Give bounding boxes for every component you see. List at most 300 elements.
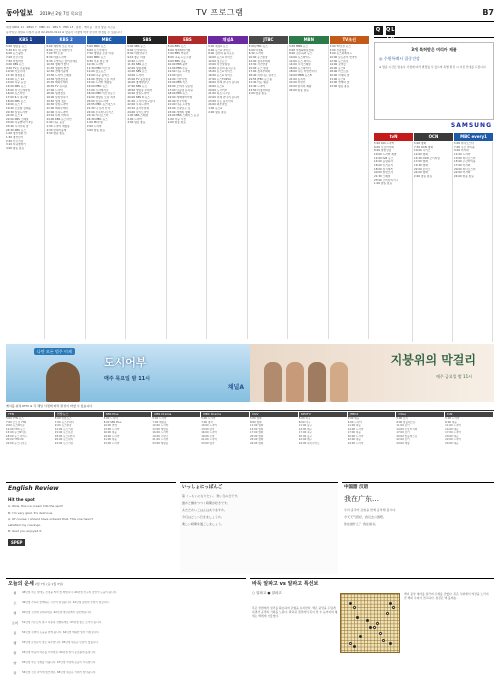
cable-channel-header: CGV [250, 412, 298, 417]
program-entry: 13:00 재방송 [152, 427, 169, 431]
program-entry: 11:30 MBC 이브닝 [86, 66, 111, 70]
program-entry: 5:00 영화 [249, 417, 262, 420]
banner-left-schedule: 매주 목요일 밤 11시 [104, 376, 150, 382]
program-entry: 18:00 미스트롯 [329, 70, 349, 74]
program-entry: 8:00 알쓸신잡 [374, 149, 392, 153]
zodiac-sign: 말 [13, 650, 17, 655]
english-review-title: English Review [8, 485, 59, 492]
program-entry: 8:00 뉴스퍼레이드 [329, 52, 352, 56]
program-entry: 17:00 축구 [298, 431, 313, 434]
program-entry: 11:30 SBS 뉴스 [127, 63, 148, 67]
program-entry: 6:00 신통방통 [329, 48, 347, 52]
program-entry: 18:00 생방송 투데이 [127, 88, 153, 92]
fortune-entry: 56년생 건강 관리에 힘쓰세요. 68년생 새로운 기회가 찾아옵니다. [22, 670, 97, 674]
cable-channel-header: KBS Drama [152, 412, 200, 417]
daily-fortune [6, 578, 246, 685]
program-entry: 2:20 인간극장 [6, 139, 24, 143]
program-entry: 5:00 채널A 뉴스 [208, 45, 229, 48]
issue-date: 2019년 2월 7일 목요일 [40, 11, 83, 16]
program-entry: 5:00 축구 [298, 417, 311, 420]
program-entry: 9:40 TV쇼 진품명품 [6, 66, 31, 70]
program-entry: 5:30 6시 내 고향 [6, 48, 27, 52]
samsung-logo: SAMSUNG [450, 122, 492, 129]
program-entry: 1:00 뉴스A [208, 106, 223, 110]
program-entry: 8:00 야구 [298, 420, 311, 424]
fortune-entry: 54년생 마음의 여유를 가지세요. 66년생 일이 순조롭게 풀립니다. [22, 650, 97, 654]
program-entry: 6:00 세계테마기행 [167, 48, 191, 52]
qled-header [374, 26, 494, 42]
cable-channel-header: 연합뉴스 [55, 412, 103, 417]
channel-header: KBS 2 [46, 36, 85, 44]
program-entry: 16:00 예능 [103, 431, 117, 434]
program-entry: 21:00 드라마 [152, 438, 169, 441]
cable-channel-column [396, 412, 444, 478]
fortune-entry: 50년생 건강에 유의하세요. 62년생 대인관계가 원만해집니다. [22, 610, 93, 614]
english-expression: Hit the spot [8, 497, 35, 503]
program-entry: 20:30 일일드라마 [46, 103, 69, 107]
program-entry: 8:00 드라마 [347, 420, 362, 424]
cable-channel-header: tvN [445, 412, 493, 417]
program-entry: 17:00 SBS 뉴스 [127, 85, 148, 89]
program-entry: 5:00 드라마 [152, 417, 167, 420]
program-entry: 20:00 알함브라 [374, 171, 393, 175]
program-entry: 1:30 명견만리 [6, 136, 24, 140]
program-entry: 19:00 일일연속극 [46, 95, 69, 99]
cable-listing-header: 케이블·위성·IPTV ※ 각 채널 사정에 따라 편성이 바뀔 수 있습니다 [6, 404, 494, 411]
program-entry: 11:30 생활의 발견 [46, 66, 69, 70]
program-entry: 21:00 동치미 [289, 77, 306, 81]
japanese-line: 楽しい時間を過ごしましょう。 [182, 522, 225, 527]
channel-columns [6, 45, 370, 339]
fortune-text-column [22, 591, 244, 681]
program-entry: 21:00 다큐 프라임 [167, 103, 191, 107]
program-entry: 8:00 교육 프로그램 [167, 55, 192, 59]
program-entry: 18:40 차이나는 클라스 [248, 74, 277, 78]
cable-channel-header: SPOTV [299, 412, 347, 417]
program-entry: 21:00 해피투게더 [46, 106, 69, 110]
baduk-title: 바둑 알파고 vs 알파고 특선보 [252, 581, 319, 587]
program-entry: 23:00 코미디빅리그 [374, 178, 399, 182]
program-entry: 23:10 나의 아저씨 [46, 114, 69, 118]
channel-column [454, 142, 493, 342]
cable-channel-column [250, 412, 298, 478]
program-entry: 16:30 TV 유치원 [46, 85, 68, 89]
fortune-entry: 55년생 작은 성취를 이룹니다. 67년생 가정에 웃음이 가득합니다. [22, 660, 97, 664]
ad-text: ※ 방송 시간은 방송사 사정에 따라 변경될 수 있으며 특별 편성 시 사전 안내를 드립니다. [379, 64, 487, 69]
japanese-line: 第 く~もいになりたい。 寒い冬の日です。 [182, 494, 241, 499]
program-entry: 22:00 영화 [249, 438, 264, 441]
program-entry: 5:00 MBN 뉴스 [289, 45, 309, 48]
program-entry: 13:00 명의 [167, 74, 182, 78]
program-entry: 20:00 비디오스타 [454, 167, 476, 171]
program-entry: 22:00 수목미니시리즈 [86, 110, 114, 114]
program-entry: 23:00 엄지의 제왕 [289, 85, 312, 89]
program-entry: 24:00 방송 종료 [289, 88, 309, 92]
channel-header: TV조선 [330, 36, 369, 44]
go-stone [379, 632, 382, 635]
program-entry: 18:00 이제 만나러 갑니다 [208, 81, 240, 85]
program-entry: 5:00 생방송 뉴스 [6, 45, 27, 48]
program-entry: 16:00 MBC 뉴스 [86, 85, 108, 89]
program-entry: 19:50 생생 정보 [46, 99, 67, 103]
program-entry: 14:00 영화 [249, 427, 264, 431]
go-stone [386, 612, 389, 615]
channel-header: EBS [168, 36, 207, 44]
program-entry: 16:00 드라마 [201, 431, 218, 434]
dialogue-line: B: I'm very glad. It's delicious. [8, 510, 54, 515]
program-entry: 15:00 드라마 재방송 [86, 81, 112, 85]
program-entry: 17:00 드라마 [46, 88, 63, 92]
program-entry: 13:30 드라마 스페셜 [46, 74, 72, 78]
program-entry: 23:40 시사기획 창 [6, 125, 29, 129]
chinese-lesson [342, 482, 494, 574]
program-entry: 24:00 KBS 뉴스라인 [46, 117, 72, 121]
cable-channel-column [6, 412, 54, 478]
program-entry: 19:40 오늘밤 김제동 [6, 106, 32, 110]
program-entry: 20:00 예능 [445, 434, 459, 438]
spep-logo: SPEP [8, 539, 25, 546]
right-column [374, 26, 494, 340]
program-entry: 20:00 영화 [249, 434, 264, 438]
program-entry: 2:00 드라마 [127, 117, 142, 121]
fortune-date: 2월 7일 (음 1월 3일) [34, 582, 64, 586]
cable-channel-column [201, 412, 249, 478]
program-entry: 10:20 드라마 [127, 59, 144, 63]
program-entry: 1:00 방송 종료 [374, 182, 393, 186]
program-entry: 18:00 뉴스1번지 [54, 434, 75, 438]
program-entry: 21:00 뉴스9 [329, 77, 346, 81]
program-entry: 5:00 TV조선 뉴스 [329, 45, 352, 48]
channel-header: 채널A [208, 36, 247, 44]
cable-channel-column [348, 412, 396, 478]
program-entry: 6:00 수요미식회 [374, 145, 394, 149]
qled-badge-icon: Q [375, 27, 382, 33]
program-entry: 24:00 영화 [414, 171, 428, 175]
program-entry: 11:00 예능 [347, 424, 361, 427]
channel-header: OCN [414, 133, 453, 141]
cable-channel-column [104, 412, 152, 478]
channel-header: MBN [289, 36, 328, 44]
channel-header: JTBC [249, 36, 288, 44]
program-entry: 11:00 드라마 [454, 153, 471, 157]
program-entry: 20:00 한국기행 [167, 99, 187, 103]
program-entry: 5:00 세상의 모든 다큐 [46, 45, 74, 48]
program-entry: 8:00 밥블레스유 [396, 420, 416, 424]
banner-right-promo [250, 344, 494, 402]
program-entry: 8:30 드라마 [248, 52, 264, 56]
right-channel-header-row [374, 133, 494, 141]
program-entry: 19:00 주말 [201, 434, 215, 438]
baduk-players: ○ 알파고 ● 알파고 [252, 590, 282, 595]
program-entry: 13:00 드라마 [103, 427, 120, 431]
program-entry: 18:00 삼시세끼 [374, 167, 393, 171]
program-entry: 12:00 영화 [414, 153, 428, 157]
schedule-info-line: 채널 KBS1 11 · KBS2 7 · MBC 11 · SBS 5 · EBS 13 · 종편 · 케이블 · 위성 방송 시간표 [6, 26, 116, 29]
channel-column [87, 45, 126, 339]
program-entry: 14:00 시사스페셜 [289, 63, 311, 67]
program-entry: 8:00 영화 [249, 420, 262, 424]
zodiac-sign: 양 [13, 660, 17, 665]
dialogue-line: satisfied my cravings. [8, 522, 41, 527]
advertisement-box [374, 42, 494, 120]
program-entry: 12:00 다큐 프라임 [167, 70, 191, 74]
banner-left-brand: 채널A [227, 384, 244, 391]
program-entry: 22:00 뉴스나이트 [6, 441, 27, 445]
program-entry: 10:00 뉴스와이드 [289, 55, 311, 59]
program-entry: 10:00 뉴스현장 [248, 55, 268, 59]
program-entry: 2:00 방송 종료 [414, 174, 433, 178]
program-entry: 6:00 모닝와이드 [127, 48, 148, 52]
program-entry: 11:00 농구 [298, 424, 313, 427]
program-entry: 24:00 영화 [249, 441, 264, 445]
program-entry: 10:00 뉴스A 라이브 [208, 55, 233, 59]
program-entry: 13:00 SBS 뉴스 [127, 70, 148, 74]
zodiac-sign: 쥐 [13, 590, 17, 595]
program-entry: 24:00 방송 종료 [454, 174, 474, 178]
samsung-logo-wrap [374, 120, 494, 133]
program-entry: 7:50 생방송 오늘 아침 [86, 52, 114, 56]
channel-header: MBC every1 [454, 133, 493, 141]
program-entry: 20:00 농구 [298, 434, 313, 438]
banner-cast-figure [286, 362, 304, 402]
program-entry: 5:00 JTBC 뉴스 [248, 45, 268, 48]
fortune-body [8, 591, 244, 681]
baduk-column [250, 578, 494, 685]
program-entry: 17:00 뉴스TOP10 [208, 77, 231, 81]
program-entry: 6:00 아침& [248, 48, 263, 52]
program-entry: 8:00 김진의 돌직구쇼 [208, 52, 235, 56]
go-stone [349, 642, 352, 645]
program-entry: 14:00 KBS 뉴스 [6, 85, 26, 89]
program-entry: 6:00 뉴스광장 [6, 52, 24, 56]
program-entry: 18:00 뉴스 와이드 [6, 434, 28, 438]
program-entry: 15:00 전국노래자랑 [6, 88, 31, 92]
program-entry: 20:00 SBS 8 뉴스 [127, 95, 150, 99]
english-review [6, 482, 176, 574]
program-entry: 23:00 재방송 [152, 441, 169, 445]
program-entry: 12:00 뉴스 와이드 [289, 59, 312, 63]
program-entry: 7:00 주간 아이돌 [454, 145, 475, 149]
program-entry: 16:00 모여라 딩동댕 [167, 85, 193, 89]
program-entry: 9:00 뉴스현장 [54, 424, 72, 427]
program-entry: 20:00 도시어부 [208, 88, 228, 92]
program-entry: 13:00 다큐 공감 [6, 81, 26, 85]
program-entry: 21:00 그것이 알고싶다 [127, 99, 155, 103]
program-entry: 12:00 뉴스리뷰 [54, 427, 74, 431]
program-entry: 18:00 EBS 뉴스 [167, 92, 188, 96]
fortune-entry: 53년생 금전운이 좋은 하루입니다. 65년생 새로운 만남이 있습니다. [22, 640, 99, 644]
cable-channel-column [152, 412, 200, 478]
channel-column [168, 45, 207, 339]
go-stone [382, 639, 385, 642]
baduk-commentary: 흑은 상변에서 실리를 확보하며 균형을 유지한다. 백은 중앙을 두텁게 하면서 공격의 기회를 노린다. 좌하귀 접전에서 흑이 한 수 늦어지며 형세는 백에게 기울었다. [252, 606, 338, 618]
program-entry: 16:00 드라마 [152, 431, 169, 434]
zodiac-sign: 토끼 [12, 620, 18, 625]
program-entry: 17:00 정치부회의 [248, 70, 271, 74]
japanese-title: いっしょにっぽんご [182, 485, 223, 490]
program-entry: 3:30 방송 종료 [46, 132, 65, 136]
program-entry: 14:00 생방송 오늘 저녁 [86, 77, 116, 81]
program-entry: 17:00 시사매거진 [86, 88, 109, 92]
program-entry: 22:00 자연인 [289, 81, 306, 85]
cable-channel-column [299, 412, 347, 478]
program-entry: 15:00 주간아이돌 [454, 160, 476, 164]
program-entry: 12:30 연예가중계 [46, 70, 69, 74]
program-entry: 5:00 드라마 [103, 417, 118, 420]
program-entry: 6:00 뉴스A 라이브 [208, 48, 231, 52]
program-entry: 13:00 다큐 플렉스 [86, 74, 110, 78]
program-entry: 23:50 비정상회담 [248, 88, 271, 92]
program-entry: 5:00 MBC 뉴스 [86, 45, 106, 48]
program-entry: 5:00 EBS 뉴스 [167, 45, 186, 48]
program-entry: 10:00 드라마 재방 [374, 153, 397, 157]
program-entry: 22:00 이제 만나러 갑니다 [208, 95, 240, 99]
go-board [340, 593, 400, 653]
program-entry: 19:30 영화 [414, 163, 428, 167]
baduk-commentary-2: 백이 중앙 대마를 살리며 우세를 굳혔다. 흑은 우변에서 역전을 노리지만 백의 수비가 견고하다. 실전은 백 불계승. [404, 592, 489, 600]
program-entry: 24:30 KBS 뉴스 [6, 128, 26, 132]
program-entry: 24:00 예능 [445, 441, 459, 445]
cable-channel-header: MBC Drama [201, 412, 249, 417]
channel-header: MBC [87, 36, 126, 44]
program-entry: 7:00 TV 소설 [46, 52, 63, 56]
program-entry: 11:00 영화 [249, 424, 264, 427]
program-entry: 14:00 극한직업 [167, 77, 187, 81]
japanese-line: 誰かと鍋をつつく時間が好きです。 [182, 501, 230, 506]
go-stone [376, 622, 379, 625]
banner-right-schedule: 매주 금요일 밤 11시 [436, 374, 472, 379]
ad-logo: ◎ 수원특례시 집중건강 [379, 56, 420, 62]
channel-header: KBS 1 [6, 36, 45, 44]
japanese-line: あたたかいごはんはありますか。 [182, 508, 228, 513]
program-entry: 13:00 명작 [201, 427, 215, 431]
program-entry: 1:00 다큐 시선 [167, 117, 186, 121]
program-entry: 12:00 정치부회의 [248, 59, 271, 63]
banner-left-promo [6, 344, 250, 402]
program-entry: 24:00 EBS 스페이스 공감 [167, 114, 199, 118]
go-stone [369, 626, 372, 629]
program-entry: 15:00 뉴스 현장 [248, 66, 269, 70]
program-entry: 1:00 SBS 스페셜 [127, 114, 149, 118]
program-entry: 20:55 MBC 뉴스데스크 [86, 103, 116, 107]
program-entry: 11:00 드라마 [445, 424, 461, 427]
program-entry: 3:10 다큐멘터리 [6, 143, 26, 147]
program-entry: 10:00 드라마 [201, 424, 218, 427]
program-entry: 14:00 김진의 돌직구쇼 [208, 66, 236, 70]
program-entry: 7:00 뉴스투데이 [54, 420, 74, 424]
program-entry: 23:00 방송 종료 [329, 85, 350, 89]
program-entry: 15:00 뉴스A 라이브 [208, 70, 233, 74]
channel-column [330, 45, 369, 339]
channel-column [289, 45, 328, 339]
program-entry: 12:00 뉴스 12 [6, 77, 25, 81]
cable-listing [6, 412, 494, 478]
program-entry: 18:00 생생정보 [46, 92, 66, 96]
channel-column [46, 45, 85, 339]
program-entry: 17:00 어서와 [454, 163, 471, 167]
bottom-section [6, 578, 494, 685]
program-entry: 2:00 방송 종료 [167, 121, 186, 125]
cable-channel-header: YTN [6, 412, 54, 417]
program-entry: 13:00 비디오스타 [454, 156, 476, 160]
program-entry: 1:30 드라마 재방송 [46, 125, 70, 129]
cable-channel-header: Olive [396, 412, 444, 417]
japanese-lines [182, 494, 336, 526]
program-entry: 14:00 드라마 [347, 427, 364, 431]
go-stone [366, 619, 369, 622]
program-entry: 10:50 가요무대 [6, 70, 25, 74]
program-entry: 18:00 KBS 뉴스 [6, 99, 26, 103]
program-entry: 13:00 사건상황실 [208, 63, 230, 67]
program-entry: 5:00 드라마 [445, 417, 460, 420]
program-entry: 17:00 예능 [347, 431, 361, 434]
page-number: B7 [482, 8, 494, 17]
program-entry: 17:00 딩동댕 유치원 [167, 88, 193, 92]
program-entry: 8:00 예능 [445, 420, 457, 424]
cable-channel-header: JTBC2 [348, 412, 396, 417]
program-entry: 7:00 EBS 어린이 [167, 52, 189, 56]
channel-column [414, 142, 453, 342]
program-entry: 9:00 MBC 뉴스 [86, 55, 106, 59]
program-entry: 22:00 예능 [347, 438, 361, 441]
program-entry: 19:00 드라마 [103, 434, 120, 438]
program-entry: 5:00 YTN 뉴스 [6, 417, 24, 420]
dialogue-line: A: Wow, this ice cream hits the spot! [8, 504, 64, 509]
program-entry: 14:00 배구 [298, 427, 313, 431]
program-entry: 16:00 신서유기 [374, 163, 393, 167]
program-entry: 8:00 SBS Plus [103, 420, 122, 424]
banner-cast-figure [308, 362, 326, 402]
program-entry: 9:30 기분 좋은 날 [86, 59, 109, 63]
program-entry: 10:00 시리즈 [414, 149, 431, 153]
program-entry: 11:00 EBS 수능 [167, 66, 188, 70]
program-entry: 20:00 YTN 24 [6, 438, 24, 441]
ad-title: 3개 특허받은 머리카 제품 [411, 47, 457, 52]
program-entry: 21:00 하트시그널 [208, 92, 230, 96]
program-entry: 9:10 좋은 아침 [127, 55, 146, 59]
zodiac-column [8, 591, 22, 681]
program-entry: 5:00 SBS 뉴스 [127, 45, 146, 48]
program-entry: 10:00 EBS 중학 [167, 63, 188, 67]
chinese-lines [344, 508, 492, 526]
english-dialogue [8, 504, 174, 532]
channel-column [6, 45, 45, 339]
program-entry: 19:00 주말극 [152, 434, 169, 438]
chinese-line: 우리 중국어 표현을 함께 공부해 봅시다. [344, 507, 397, 512]
program-entry: 6:00 뉴스투데이 [86, 48, 107, 52]
program-entry: 20:00 뉴스워치 [54, 438, 74, 441]
program-entry: 5:00 연합뉴스 [54, 417, 72, 420]
program-entry: 21:30 나 혼자 산다 [86, 106, 111, 110]
program-entry: 3:00 방송 종료 [86, 128, 106, 132]
program-entry: 7:00 명작 [201, 420, 213, 424]
program-entry: 5:00 비디오스타 [454, 142, 474, 146]
zodiac-sign: 용 [13, 630, 17, 635]
program-entry: 20:00 드라마 [347, 434, 364, 438]
program-entry: 12:00 생활경제 [127, 66, 147, 70]
program-entry: 17:00 드라마 [445, 431, 461, 434]
program-entry: 23:00 나는 몸신이다 [208, 99, 234, 103]
program-entry: 7:00 재방송 [152, 420, 167, 424]
program-entry: 11:00 요리 [396, 424, 410, 427]
program-banner [6, 344, 494, 402]
program-entry: 12:00 tvN 뉴스 [374, 156, 394, 160]
zodiac-sign: 닭 [13, 670, 17, 675]
program-entry: 24:00 외부자들 [208, 103, 228, 107]
program-entry: 18:00 나는 자연인이다 [289, 70, 317, 74]
program-entry: 19:00 생방송 오늘 저녁 [86, 95, 116, 99]
program-entry: 8:00 김주하의 뉴스 [289, 52, 313, 56]
